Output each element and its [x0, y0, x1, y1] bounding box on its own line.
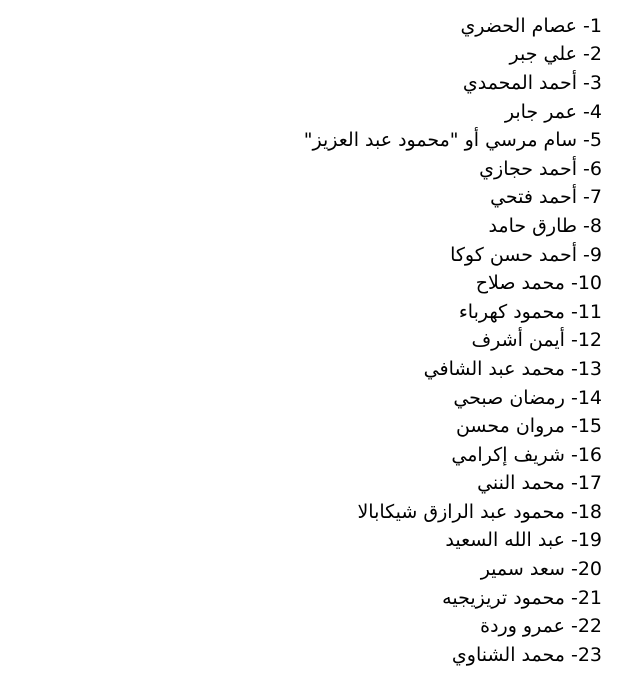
list-item: [12, 641, 602, 670]
list-item: [12, 584, 602, 613]
player-entry: 9- أحمد حسن كوكا: [450, 243, 602, 266]
list-item: [12, 155, 602, 184]
player-entry: 19- عبد الله السعيد: [445, 529, 602, 552]
list-item: [12, 355, 602, 384]
list-item: [12, 412, 602, 441]
list-item: [12, 126, 602, 155]
player-entry: 1- عصام الحضري: [460, 14, 602, 37]
player-entry: 14- رمضان صبحي: [453, 386, 602, 409]
player-entry: 11- محمود كهرباء: [458, 300, 602, 323]
list-item: [12, 384, 602, 413]
player-entry: 5- سام مرسي أو "محمود عبد العزيز": [303, 129, 602, 152]
player-entry: 13- محمد عبد الشافي: [423, 357, 602, 380]
player-entry: 12- أيمن أشرف: [471, 329, 602, 352]
list-item: [12, 98, 602, 127]
list-item: [12, 612, 602, 641]
list-item: [12, 212, 602, 241]
player-entry: 10- محمد صلاح: [475, 272, 602, 295]
player-entry: 4- عمر جابر: [504, 100, 602, 123]
list-item: [12, 555, 602, 584]
player-entry: 8- طارق حامد: [488, 214, 602, 237]
list-item: [12, 298, 602, 327]
list-item: [12, 470, 602, 499]
player-entry: 20- سعد سمير: [480, 558, 602, 581]
player-entry: 22- عمرو وردة: [480, 615, 602, 638]
list-item: [12, 269, 602, 298]
player-entry: 2- علي جبر: [509, 43, 602, 66]
list-item: [12, 12, 602, 41]
list-item: [12, 41, 602, 70]
player-entry: 3- أحمد المحمدي: [462, 71, 602, 94]
player-entry: 16- شريف إكرامي: [451, 443, 602, 466]
player-entry: 7- أحمد فتحي: [490, 186, 602, 209]
list-item: [12, 498, 602, 527]
player-entry: 17- محمد النني: [477, 472, 602, 495]
player-entry: 21- محمود تريزيجيه: [442, 586, 602, 609]
player-list: [12, 12, 602, 670]
player-entry: 23- محمد الشناوي: [451, 643, 602, 666]
list-item: [12, 327, 602, 356]
player-entry: 15- مروان محسن: [455, 415, 602, 438]
list-item: [12, 527, 602, 556]
list-item: [12, 441, 602, 470]
player-entry: 6- أحمد حجازي: [479, 157, 602, 180]
list-item: [12, 69, 602, 98]
list-item: [12, 241, 602, 270]
player-entry: 18- محمود عبد الرازق شيكابالا: [357, 500, 602, 523]
list-item: [12, 184, 602, 213]
